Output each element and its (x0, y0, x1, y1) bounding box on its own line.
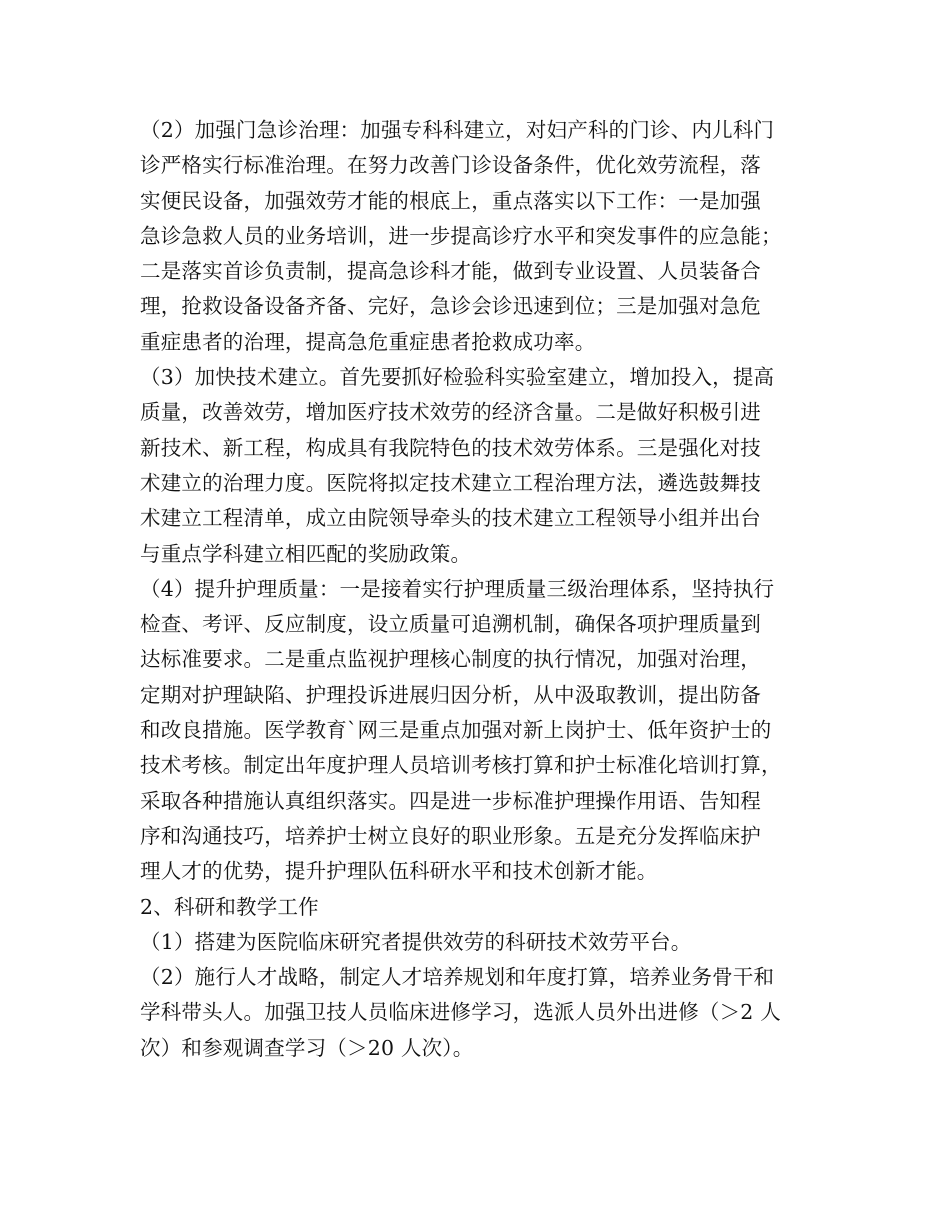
text-line: 达标准要求。二是重点监视护理核心制度的执行情况，加强对治理， (140, 647, 761, 672)
text-line: 技术考核。制定出年度护理人员培训考核打算和护士标准化培训打算， (140, 753, 782, 778)
text-line: （4）提升护理质量：一是接着实行护理质量三级治理体系，坚持执行 (140, 576, 775, 601)
text-line: 和改良措施。医学教育`网三是重点加强对新上岗护士、低年资护士的 (140, 718, 772, 743)
text-line: 急诊急救人员的业务培训，进一步提高诊疗水平和突发事件的应急能； (140, 223, 782, 248)
text-line: 学科带头人。加强卫技人员临床进修学习，选派人员外出进修（＞2 人 (140, 1000, 781, 1025)
text-line: 新技术、新工程，构成具有我院特色的技术效劳体系。三是强化对技 (140, 435, 761, 460)
text-line: （2）加强门急诊治理：加强专科科建立，对妇产科的门诊、内儿科门 (140, 118, 775, 142)
text-line: 实便民设备，加强效劳才能的根底上，重点落实以下工作：一是加强 (140, 188, 761, 213)
text-line: （1）搭建为医院临床研究者提供效劳的科研技术效劳平台。 (140, 929, 692, 954)
text-line: 采取各种措施认真组织落实。四是进一步标准护理操作用语、告知程 (140, 788, 761, 813)
text-line: 序和沟通技巧，培养护士树立良好的职业形象。五是充分发挥临床护 (140, 823, 761, 848)
document-body (140, 113, 830, 1066)
text-line: 理，抢救设备设备齐备、完好，急诊会诊迅速到位；三是加强对急危 (140, 294, 761, 319)
text-line: 与重点学科建立相匹配的奖励政策。 (140, 541, 472, 566)
text-line: 术建立工程清单，成立由院领导牵头的技术建立工程领导小组并出台 (140, 506, 761, 531)
text-line: 质量，改善效劳，增加医疗技术效劳的经济含量。二是做好积极引进 (140, 400, 761, 425)
text-line: 术建立的治理力度。医院将拟定技术建立工程治理方法，遴选鼓舞技 (140, 470, 761, 495)
text-line: （3）加快技术建立。首先要抓好检验科实验室建立，增加投入，提高 (140, 365, 775, 390)
text-line: 二是落实首诊负责制，提高急诊科才能，做到专业设置、人员装备合 (140, 259, 761, 284)
text-line: 重症患者的治理，提高急危重症患者抢救成功率。 (140, 329, 596, 354)
text-line: （2）施行人才战略，制定人才培养规划和年度打算，培养业务骨干和 (140, 965, 775, 990)
text-line: 次）和参观调查学习（＞20 人次）。 (140, 1035, 474, 1060)
text-line: 检查、考评、反应制度，设立质量可追溯机制，确保各项护理质量到 (140, 612, 761, 637)
section-heading: 2、科研和教学工作 (140, 894, 319, 919)
text-line: 理人才的优势，提升护理队伍科研水平和技术创新才能。 (140, 859, 658, 884)
text-line: 诊严格实行标准治理。在努力改善门诊设备条件，优化效劳流程，落 (140, 153, 761, 178)
text-line: 定期对护理缺陷、护理投诉进展归因分析，从中汲取教训，提出防备 (140, 682, 761, 707)
